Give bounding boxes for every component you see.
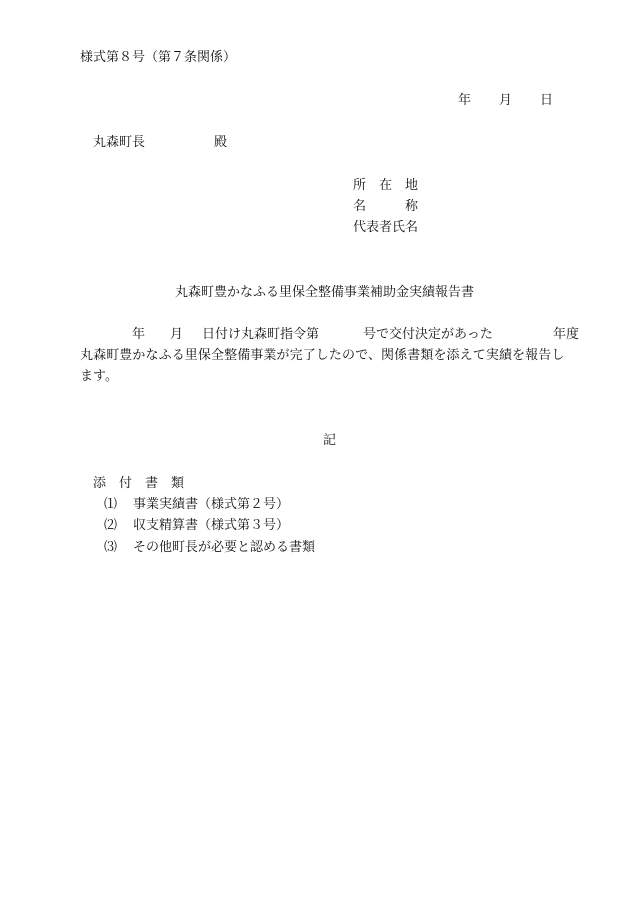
list-item-text: 収支精算書（様式第３号）	[133, 518, 290, 533]
list-item-text: その他町長が必要と認める書類	[133, 540, 316, 555]
list-item-number: ⑶	[104, 540, 118, 555]
date-month-label: 月	[499, 93, 513, 108]
addressee-honorific: 殿	[214, 135, 228, 150]
list-item-text: 事業実績書（様式第２号）	[133, 497, 290, 512]
form-number: 様式第８号（第７条関係）	[80, 50, 237, 65]
address-label: 所 在 地	[353, 178, 419, 193]
list-item-number: ⑴	[104, 497, 118, 512]
body-month-label: 月	[170, 327, 184, 342]
representative-label: 代表者氏名	[353, 220, 419, 235]
attachments-heading: 添 付 書 類	[93, 476, 185, 491]
body-year-label: 年	[132, 327, 146, 342]
name-label: 名 称	[353, 199, 419, 214]
ki-marker: 記	[323, 433, 337, 448]
date-day-label: 日	[540, 93, 554, 108]
body-decision-text: 号で交付決定があった	[363, 327, 493, 342]
body-fiscal-year-label: 年度	[553, 327, 580, 342]
body-line-3: ます。	[80, 369, 118, 384]
date-year-label: 年	[458, 93, 472, 108]
addressee-name: 丸森町長	[93, 135, 146, 150]
document-title: 丸森町豊かなふる里保全整備事業補助金実績報告書	[175, 285, 475, 300]
body-line-2: 丸森町豊かなふる里保全整備事業が完了したので、関係書類を添えて実績を報告し	[80, 348, 565, 363]
list-item-number: ⑵	[104, 518, 118, 533]
body-reference-text: 日付け丸森町指令第	[202, 327, 320, 342]
